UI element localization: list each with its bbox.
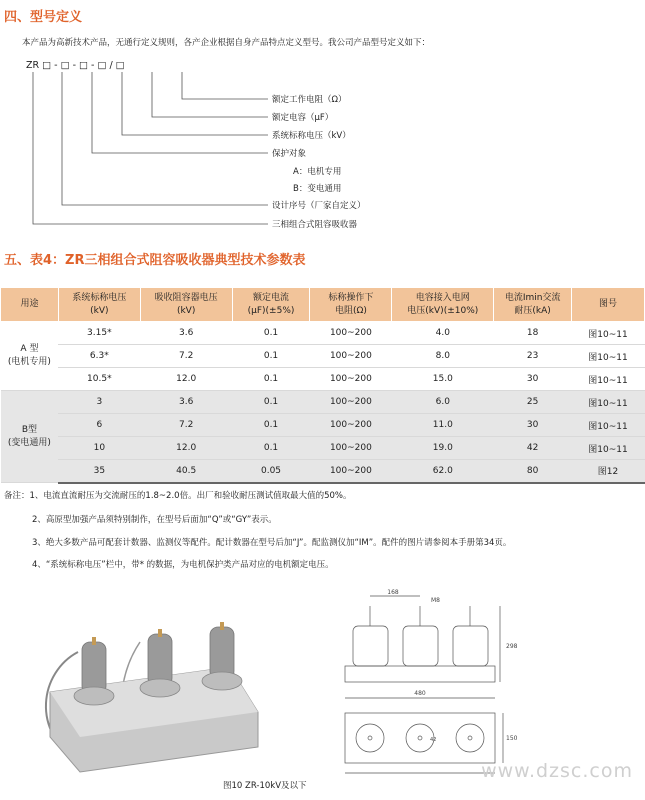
table-cell: 0.1: [232, 414, 310, 437]
header-cell: 用途: [1, 288, 59, 322]
header-cell: 吸收阻容器电压 (kV): [140, 288, 232, 322]
table-cell: 7.2: [140, 345, 232, 368]
table-cell: 100~200: [310, 414, 392, 437]
dimension-drawing: [335, 588, 518, 788]
watermark: www.dzsc.com: [481, 760, 633, 782]
table-cell: 11.0: [392, 414, 494, 437]
table-cell: 图10~11: [572, 368, 645, 391]
label-rated-resistance: 额定工作电阻（Ω）: [272, 95, 347, 105]
table-cell: 10.5*: [58, 368, 140, 391]
model-intro-text: 本产品为高新技术产品，无通行定义规则，各产企业根据自身产品特点定义型号。我公司产品型号定义如下：: [22, 38, 431, 48]
table-cell: 0.1: [232, 345, 310, 368]
product-photo: [20, 612, 280, 777]
dim-168: 168: [387, 589, 399, 596]
table-cell: 图12: [572, 460, 645, 483]
note-2: 2、高原型加强产品须特别制作，在型号后面加“Q”或“GY”表示。: [32, 515, 277, 525]
table-cell: 0.05: [232, 460, 310, 483]
label-rated-capacitance: 额定电容（μF）: [272, 113, 334, 123]
table-row: [1, 460, 645, 483]
dim-150: 150: [506, 735, 518, 742]
header-cell: 系统标称电压 (kV): [58, 288, 140, 322]
table-cell: 8.0: [392, 345, 494, 368]
table-cell: 100~200: [310, 322, 392, 345]
label-option-b: B：变电通用: [293, 184, 342, 194]
table-cell: 7.2: [140, 414, 232, 437]
table-cell: 42: [494, 437, 572, 460]
group-b-label: B型 (变电通用): [1, 391, 59, 483]
table-cell: 12.0: [140, 368, 232, 391]
table-cell: 18: [494, 322, 572, 345]
table-row: [1, 345, 645, 368]
table-cell: 100~200: [310, 460, 392, 483]
table-cell: 0.1: [232, 322, 310, 345]
table-cell: 3.6: [140, 322, 232, 345]
table-cell: 6.0: [392, 391, 494, 414]
label-protection-object: 保护对象: [272, 149, 307, 159]
table-cell: 图10~11: [572, 414, 645, 437]
table-cell: 100~200: [310, 368, 392, 391]
table-row: [1, 368, 645, 391]
figure-caption: 图10 ZR-10kV及以下: [223, 781, 307, 791]
header-cell: 图号: [572, 288, 645, 322]
table-cell: 30: [494, 368, 572, 391]
note-3: 3、绝大多数产品可配套计数器、监测仪等配件。配计数器在型号后加“J”。配监测仪加“IM”。配件的图片请参阅本手册第34页。: [32, 538, 512, 548]
dim-42: 42: [430, 737, 437, 743]
table-cell: 图10~11: [572, 391, 645, 414]
dim-m8: M8: [431, 597, 440, 604]
section-heading-model: 四、型号定义: [4, 10, 83, 25]
table-cell: 35: [58, 460, 140, 483]
table-cell: 0.1: [232, 391, 310, 414]
table-cell: 0.1: [232, 437, 310, 460]
table-cell: 3.6: [140, 391, 232, 414]
header-cell: 电容接入电网 电压(kV)(±10%): [392, 288, 494, 322]
header-cell: 标称操作下 电阻(Ω): [310, 288, 392, 322]
header-cell: 电流Imin交流 耐压(kA): [494, 288, 572, 322]
table-cell: 3.15*: [58, 322, 140, 345]
section-heading-table: 五、表4：ZR三相组合式阻容吸收器典型技术参数表: [4, 253, 306, 268]
table-cell: 19.0: [392, 437, 494, 460]
table-cell: 6.3*: [58, 345, 140, 368]
label-option-a: A：电机专用: [293, 167, 342, 177]
table-cell: 100~200: [310, 437, 392, 460]
table-cell: 100~200: [310, 345, 392, 368]
table-header-row: [1, 288, 645, 322]
table-cell: 15.0: [392, 368, 494, 391]
note-1: 备注：1、电流直流耐压为交流耐压的1.8~2.0倍。出厂和验收耐压测试值取最大值的50%。: [4, 491, 352, 501]
parameter-table: [0, 287, 645, 484]
table-row: [1, 322, 645, 345]
table-cell: 23: [494, 345, 572, 368]
table-cell: 图10~11: [572, 345, 645, 368]
note-4: 4、“系统标称电压”栏中，带* 的数据，为电机保护类产品对应的电机额定电压。: [32, 560, 334, 570]
model-code-diagram: [0, 54, 420, 234]
group-a-label: A 型 (电机专用): [1, 322, 59, 391]
dim-480: 480: [414, 690, 426, 697]
label-product-name: 三相组合式阻容吸收器: [272, 220, 358, 230]
table-cell: 40.5: [140, 460, 232, 483]
table-row: [1, 391, 645, 414]
table-row: [1, 437, 645, 460]
table-cell: 10: [58, 437, 140, 460]
table-cell: 3: [58, 391, 140, 414]
table-cell: 30: [494, 414, 572, 437]
table-cell: 80: [494, 460, 572, 483]
table-cell: 4.0: [392, 322, 494, 345]
table-cell: 62.0: [392, 460, 494, 483]
table-cell: 12.0: [140, 437, 232, 460]
model-code-string: ZR □ - □ - □ - □ / □: [26, 60, 125, 71]
table-cell: 图10~11: [572, 322, 645, 345]
dim-298: 298: [506, 643, 518, 650]
table-cell: 图10~11: [572, 437, 645, 460]
label-nominal-voltage: 系统标称电压（kV）: [272, 131, 351, 141]
table-cell: 25: [494, 391, 572, 414]
header-cell: 额定电流 (μF)(±5%): [232, 288, 310, 322]
label-design-serial: 设计序号（厂家自定义）: [272, 201, 366, 211]
table-cell: 6: [58, 414, 140, 437]
table-row: [1, 414, 645, 437]
table-cell: 0.1: [232, 368, 310, 391]
table-cell: 100~200: [310, 391, 392, 414]
